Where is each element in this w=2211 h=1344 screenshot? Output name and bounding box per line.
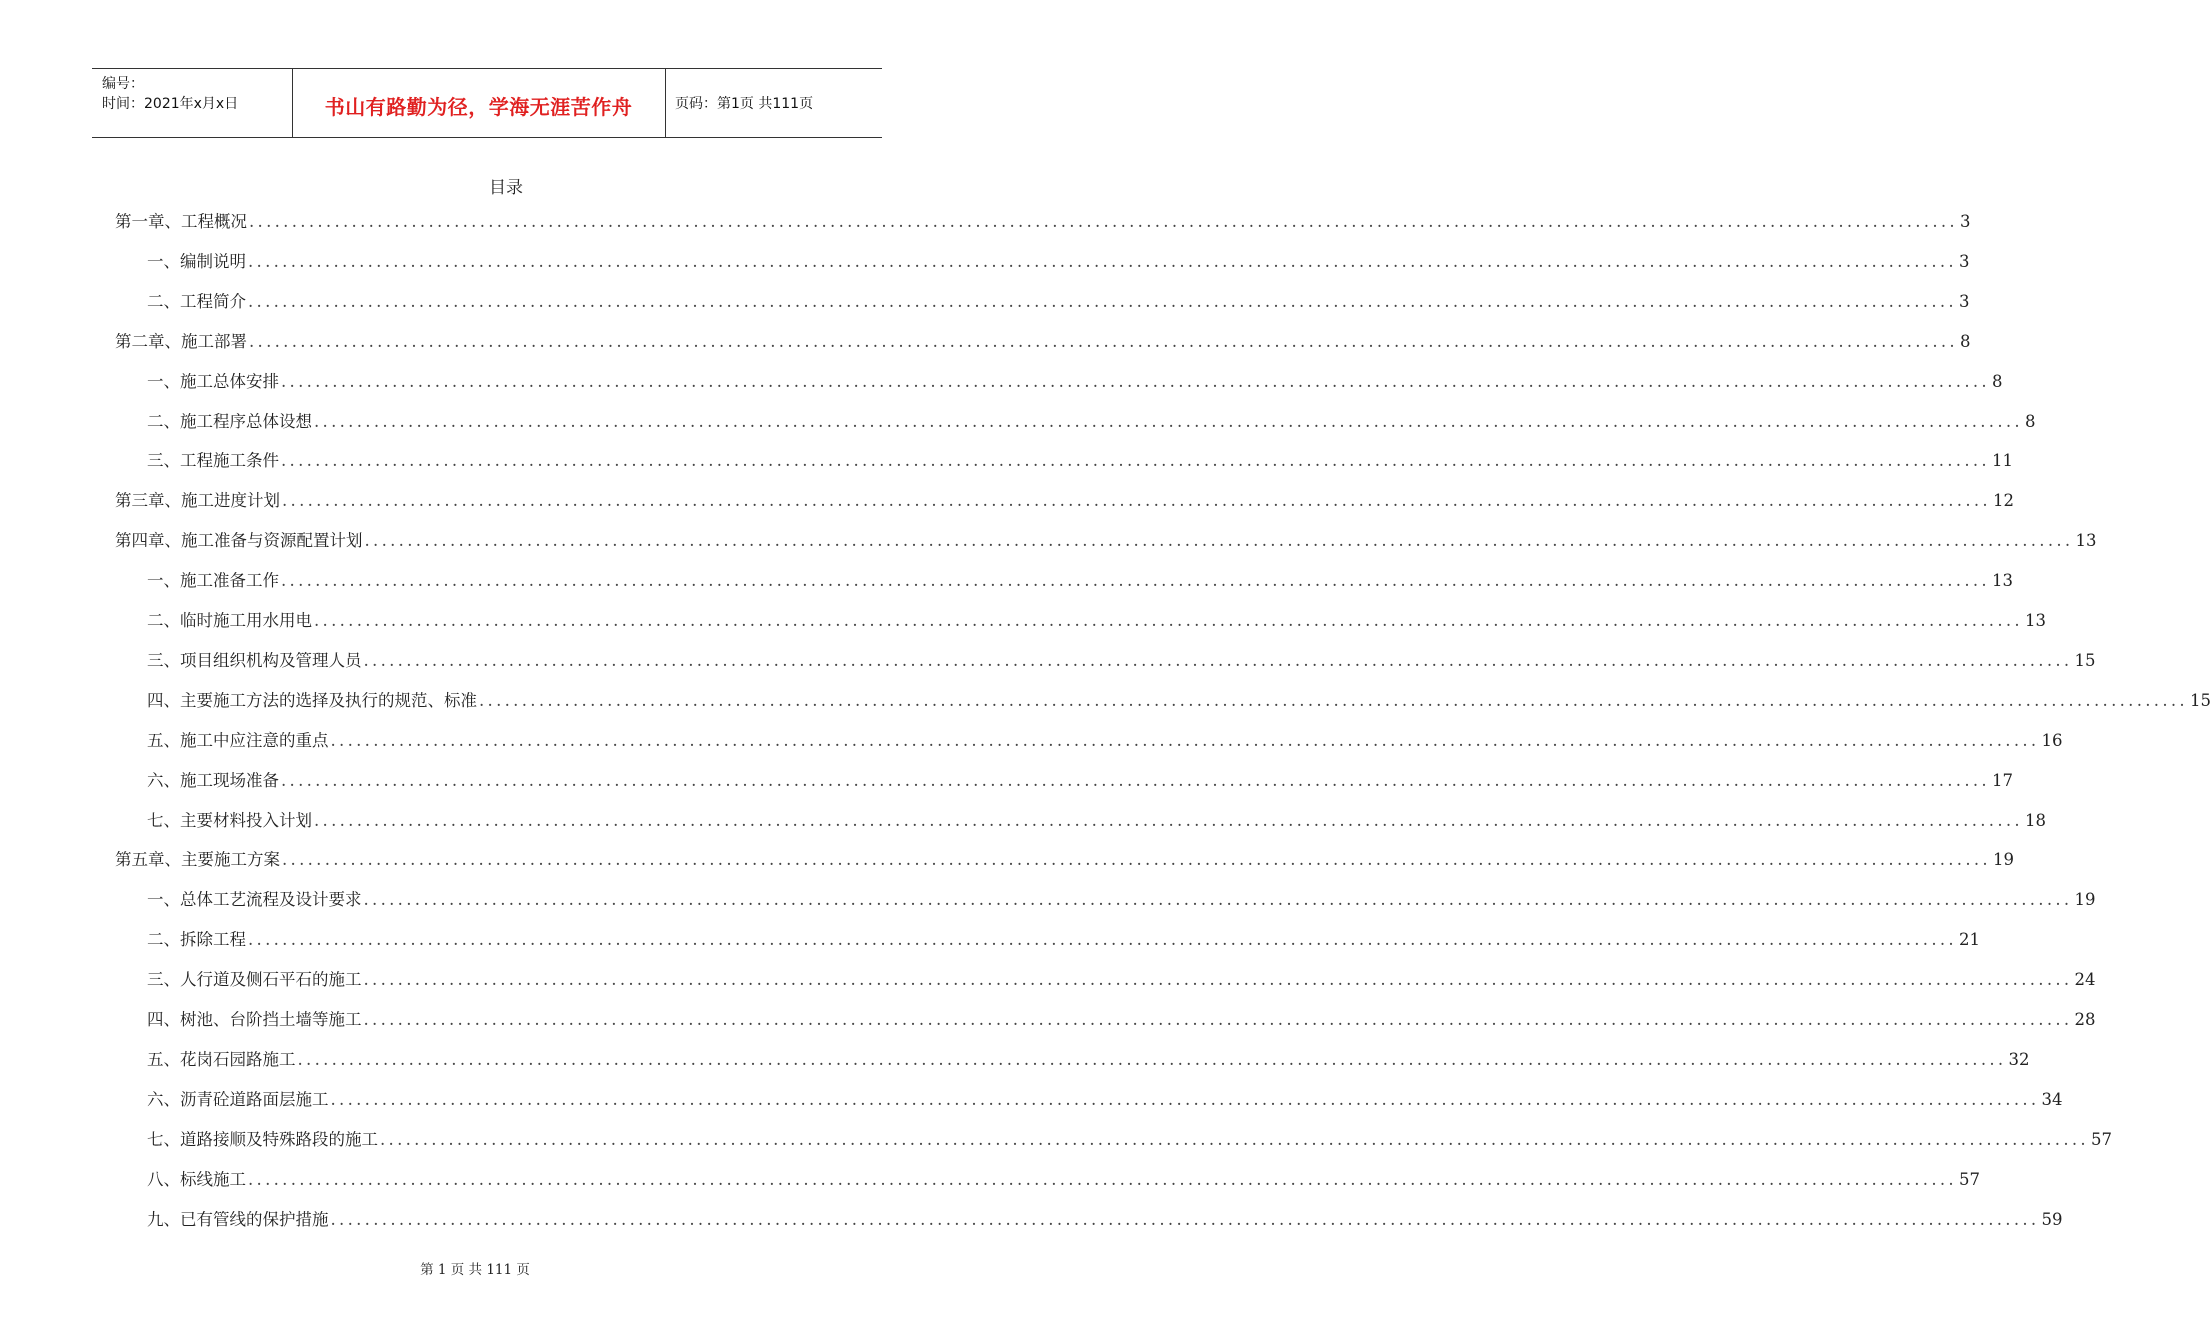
- toc-leader-dots: ........................................................................................................................................................................................................: [314, 411, 2023, 431]
- toc-entry-label: 四、树池、台阶挡土墙等施工: [147, 1010, 362, 1029]
- toc-entry[interactable]: [147, 887, 2096, 913]
- toc-entry-label: 第一章、工程概况: [115, 212, 247, 231]
- toc-leader-dots: ........................................................................................................................................................................................................: [248, 251, 1957, 271]
- toc-entry-label: 五、施工中应注意的重点: [147, 730, 329, 750]
- toc-entry[interactable]: [147, 1047, 2030, 1073]
- toc-entry[interactable]: [147, 369, 2003, 395]
- toc-entry-label: 第二章、施工部署: [115, 331, 247, 351]
- toc-entry[interactable]: [147, 728, 2063, 754]
- toc-entry-page: 3: [1958, 251, 1970, 271]
- toc-leader-dots: ........................................................................................................................................................................................................: [248, 291, 1957, 311]
- toc-entry[interactable]: [147, 568, 2013, 594]
- toc-entry-label: 三、工程施工条件: [147, 451, 279, 471]
- toc-entry-page: 34: [2041, 1089, 2063, 1109]
- toc-leader-dots: ........................................................................................................................................................................................................: [248, 1169, 1957, 1189]
- toc-entry-label: 二、拆除工程: [147, 930, 246, 950]
- toc-entry-label: 二、工程简介: [147, 291, 246, 311]
- toc-leader-dots: ........................................................................................................................................................................................................: [380, 1129, 2089, 1149]
- toc-entry-page: 3: [1958, 291, 1970, 311]
- toc-entry-page: 13: [2024, 611, 2046, 630]
- toc-entry-label: 二、施工程序总体设想: [147, 411, 312, 431]
- toc-entry-label: 第四章、施工准备与资源配置计划: [115, 531, 363, 551]
- toc-entry[interactable]: [147, 927, 1980, 953]
- toc-entry-label: 第三章、施工进度计划: [115, 491, 280, 511]
- toc-entry[interactable]: [147, 808, 2046, 834]
- toc-entry-page: 57: [1958, 1169, 1980, 1189]
- toc-entry-label: 一、总体工艺流程及设计要求: [147, 890, 362, 910]
- toc-leader-dots: ........................................................................................................................................................................................................: [282, 491, 1991, 511]
- toc-entry-label: 六、施工现场准备: [147, 770, 279, 790]
- toc-leader-dots: ........................................................................................................................................................................................................: [330, 1209, 2040, 1229]
- toc-entry-label: 九、已有管线的保护措施: [147, 1209, 329, 1229]
- toc-entry[interactable]: [147, 289, 1970, 315]
- toc-title: 目录: [489, 178, 523, 198]
- toc-entry-page: 32: [2008, 1049, 2030, 1069]
- toc-entry-page: 15: [2074, 650, 2096, 670]
- motto-text: 书山有路勤为径，学海无涯苦作舟: [324, 95, 633, 119]
- toc-entry[interactable]: [147, 1087, 2063, 1113]
- toc-entry-page: 18: [2024, 810, 2046, 830]
- header-page-cell: [665, 69, 882, 137]
- toc-entry[interactable]: [147, 768, 2013, 794]
- toc-entry-page: 19: [2074, 890, 2096, 910]
- toc-entry[interactable]: [147, 1167, 1980, 1193]
- toc-entry-label: 六、沥青砼道路面层施工: [147, 1089, 329, 1109]
- toc-entry-page: 19: [1992, 850, 2014, 870]
- toc-entry[interactable]: [147, 608, 2046, 634]
- toc-entry[interactable]: [115, 488, 2014, 514]
- toc-entry-label: 三、项目组织机构及管理人员: [147, 650, 362, 670]
- toc-entry[interactable]: [147, 967, 2096, 993]
- toc-entry-page: 15: [2189, 690, 2211, 710]
- toc-leader-dots: ........................................................................................................................................................................................................: [314, 810, 2023, 830]
- toc-entry-label: 七、道路接顺及特殊路段的施工: [147, 1129, 378, 1149]
- toc-entry-label: 第五章、主要施工方案: [115, 850, 280, 870]
- toc-leader-dots: ........................................................................................................................................................................................................: [330, 1089, 2040, 1109]
- toc-entry-page: 59: [2041, 1209, 2063, 1229]
- toc-leader-dots: ........................................................................................................................................................................................................: [248, 930, 1957, 950]
- toc-leader-dots: ........................................................................................................................................................................................................: [364, 531, 2074, 551]
- toc-entry[interactable]: [147, 409, 2036, 435]
- toc-entry-page: 13: [1991, 571, 2013, 591]
- toc-leader-dots: ........................................................................................................................................................................................................: [249, 212, 1958, 231]
- date-label: 时间：2021年x月x日: [102, 96, 239, 112]
- toc-entry-page: 28: [2074, 1010, 2096, 1029]
- toc-entry[interactable]: [147, 1207, 2063, 1233]
- toc-leader-dots: ........................................................................................................................................................................................................: [314, 611, 2023, 630]
- toc-entry-page: 11: [1991, 451, 2013, 471]
- toc-leader-dots: ........................................................................................................................................................................................................: [297, 1049, 2007, 1069]
- toc-entry[interactable]: [115, 847, 2014, 873]
- toc-entry[interactable]: [147, 249, 1970, 275]
- toc-entry-page: 3: [1959, 212, 1971, 231]
- document-header: [92, 68, 882, 138]
- toc-entry[interactable]: [147, 448, 2013, 474]
- toc-entry-label: 三、人行道及侧石平石的施工: [147, 970, 362, 990]
- page-footer: 第 1 页 共 111 页: [420, 1262, 530, 1278]
- toc-entry[interactable]: [147, 648, 2096, 674]
- page-code: 页码：第1页 共111页: [675, 96, 814, 112]
- toc-leader-dots: ........................................................................................................................................................................................................: [281, 451, 1990, 471]
- toc-leader-dots: ........................................................................................................................................................................................................: [281, 571, 1990, 591]
- header-info-cell: [92, 69, 293, 137]
- toc-leader-dots: ........................................................................................................................................................................................................: [282, 850, 1991, 870]
- toc-entry-page: 8: [1959, 331, 1971, 351]
- toc-leader-dots: ........................................................................................................................................................................................................: [281, 371, 1990, 391]
- toc-entry[interactable]: [147, 1127, 2112, 1153]
- toc-leader-dots: ........................................................................................................................................................................................................: [363, 890, 2073, 910]
- toc-leader-dots: ........................................................................................................................................................................................................: [330, 730, 2040, 750]
- toc-entry-label: 五、花岗石园路施工: [147, 1049, 296, 1069]
- toc-entry-label: 二、临时施工用水用电: [147, 611, 312, 630]
- toc-entry[interactable]: [115, 528, 2097, 554]
- toc-leader-dots: ........................................................................................................................................................................................................: [363, 650, 2073, 670]
- toc-entry-label: 七、主要材料投入计划: [147, 810, 312, 830]
- toc-entry[interactable]: [115, 209, 1971, 235]
- header-motto-cell: [292, 69, 666, 137]
- toc-entry-label: 一、编制说明: [147, 251, 246, 271]
- toc-entry-page: 24: [2074, 970, 2096, 990]
- toc-entry[interactable]: [147, 1007, 2096, 1033]
- toc-leader-dots: ........................................................................................................................................................................................................: [249, 331, 1958, 351]
- toc-entry-page: 16: [2041, 730, 2063, 750]
- toc-entry-label: 四、主要施工方法的选择及执行的规范、标准: [147, 690, 477, 710]
- toc-entry-page: 57: [2090, 1129, 2112, 1149]
- toc-entry-page: 21: [1958, 930, 1980, 950]
- toc-entry[interactable]: [147, 688, 2211, 714]
- toc-entry[interactable]: [115, 329, 1971, 355]
- toc-leader-dots: ........................................................................................................................................................................................................: [363, 1010, 2073, 1029]
- toc-entry-page: 17: [1991, 770, 2013, 790]
- toc-leader-dots: ........................................................................................................................................................................................................: [479, 690, 2188, 710]
- toc-leader-dots: ........................................................................................................................................................................................................: [281, 770, 1990, 790]
- toc-entry-label: 一、施工准备工作: [147, 571, 279, 591]
- toc-entry-page: 12: [1992, 491, 2014, 511]
- toc-leader-dots: ........................................................................................................................................................................................................: [363, 970, 2073, 990]
- toc-entry-page: 8: [2024, 411, 2036, 431]
- toc-entry-label: 一、施工总体安排: [147, 371, 279, 391]
- toc-entry-page: 8: [1991, 371, 2003, 391]
- toc-entry-page: 13: [2075, 531, 2097, 551]
- serial-label: 编号：: [102, 76, 144, 92]
- toc-entry-label: 八、标线施工: [147, 1169, 246, 1189]
